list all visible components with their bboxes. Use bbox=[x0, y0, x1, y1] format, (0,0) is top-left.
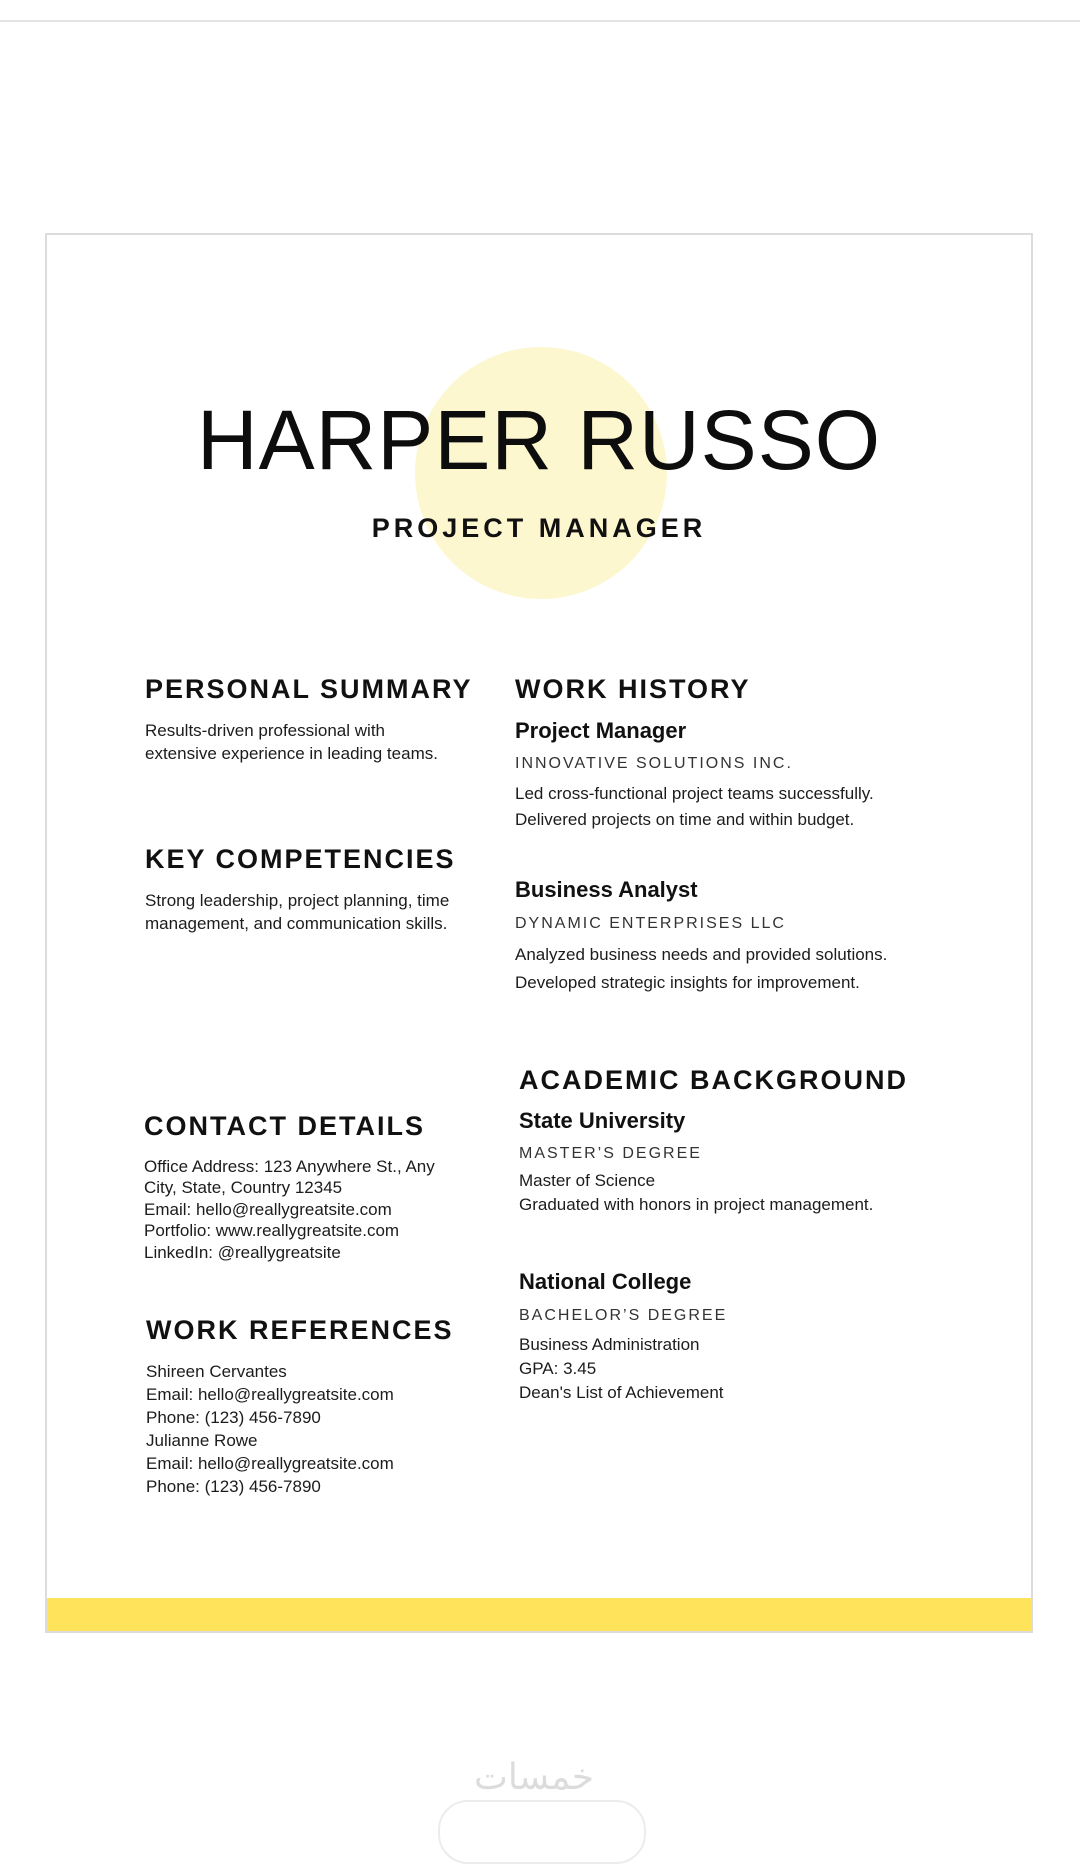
key-competencies-heading: KEY COMPETENCIES bbox=[145, 844, 456, 874]
reference-line: Email: hello@reallygreatsite.com bbox=[146, 1384, 394, 1404]
work-entry-title: Project Manager bbox=[515, 717, 687, 743]
contact-line: LinkedIn: @reallygreatsite bbox=[144, 1242, 341, 1262]
contact-line: Portfolio: www.reallygreatsite.com bbox=[144, 1221, 400, 1241]
candidate-role: PROJECT MANAGER bbox=[371, 513, 707, 543]
competencies-line: Strong leadership, project planning, time bbox=[145, 890, 450, 910]
education-entry bbox=[519, 1269, 959, 1405]
work-references-section bbox=[146, 1316, 496, 1498]
summary-line: extensive experience in leading teams. bbox=[145, 743, 438, 763]
resume-page bbox=[45, 233, 1033, 1633]
summary-line: Results-driven professional with bbox=[145, 720, 385, 740]
education-entry-line: Master of Science bbox=[519, 1171, 656, 1191]
work-entry-line: Analyzed business needs and provided solutions. bbox=[515, 944, 888, 964]
top-divider bbox=[0, 20, 1080, 22]
contact-line: Office Address: 123 Anywhere St., Any bbox=[144, 1156, 435, 1176]
education-entry-line: Graduated with honors in project management. bbox=[519, 1195, 874, 1215]
education-entry bbox=[519, 1108, 959, 1218]
contact-details-heading: CONTACT DETAILS bbox=[144, 1111, 425, 1141]
reference-line: Email: hello@reallygreatsite.com bbox=[146, 1453, 394, 1473]
personal-summary-text bbox=[145, 719, 485, 765]
watermark-logo: خمسات bbox=[474, 1757, 595, 1798]
contact-details-section bbox=[144, 1112, 494, 1263]
contact-line: Email: hello@reallygreatsite.com bbox=[144, 1199, 392, 1219]
academic-background-section bbox=[519, 1066, 959, 1405]
personal-summary-section bbox=[145, 675, 485, 765]
reference-line: Phone: (123) 456-7890 bbox=[146, 1476, 321, 1496]
work-references-text bbox=[146, 1360, 496, 1498]
reference-line: Phone: (123) 456-7890 bbox=[146, 1407, 321, 1427]
education-entry-details bbox=[519, 1333, 959, 1405]
work-history-heading: WORK HISTORY bbox=[515, 674, 751, 704]
bottom-tab-handle[interactable] bbox=[438, 1800, 646, 1864]
key-competencies-text bbox=[145, 889, 495, 935]
education-entry-school: State University bbox=[519, 1107, 686, 1133]
personal-summary-heading: PERSONAL SUMMARY bbox=[145, 674, 473, 704]
competencies-line: management, and communication skills. bbox=[145, 913, 448, 933]
work-entry-title: Business Analyst bbox=[515, 877, 698, 903]
education-entry-line: Business Administration bbox=[519, 1334, 700, 1354]
key-competencies-section bbox=[145, 845, 495, 935]
work-entry-line: Developed strategic insights for improvement. bbox=[515, 972, 860, 992]
education-entry-line: Dean's List of Achievement bbox=[519, 1382, 724, 1402]
contact-line: City, State, Country 12345 bbox=[144, 1178, 343, 1198]
education-entry-degree: BACHELOR’S DEGREE bbox=[519, 1306, 728, 1324]
work-entry bbox=[515, 718, 955, 834]
candidate-name: HARPER RUSSO bbox=[196, 393, 882, 487]
work-entry-line: Led cross-functional project teams successfully. bbox=[515, 784, 874, 804]
work-entry-company: INNOVATIVE SOLUTIONS INC. bbox=[515, 755, 793, 773]
education-entry-degree: MASTER’S DEGREE bbox=[519, 1145, 702, 1163]
work-entry-description bbox=[515, 781, 955, 833]
contact-details-text bbox=[144, 1156, 494, 1264]
work-entry-description bbox=[515, 941, 955, 997]
reference-line: Shireen Cervantes bbox=[146, 1361, 287, 1381]
footer-accent-bar bbox=[47, 1598, 1031, 1631]
work-references-heading: WORK REFERENCES bbox=[146, 1315, 454, 1345]
work-history-section bbox=[515, 675, 955, 997]
education-entry-details bbox=[519, 1169, 959, 1217]
work-entry-line: Delivered projects on time and within budget. bbox=[515, 810, 855, 830]
academic-background-heading: ACADEMIC BACKGROUND bbox=[519, 1065, 908, 1095]
reference-line: Julianne Rowe bbox=[146, 1430, 258, 1450]
work-entry bbox=[515, 877, 955, 997]
work-entry-company: DYNAMIC ENTERPRISES LLC bbox=[515, 914, 786, 932]
education-entry-school: National College bbox=[519, 1269, 692, 1295]
education-entry-line: GPA: 3.45 bbox=[519, 1358, 597, 1378]
